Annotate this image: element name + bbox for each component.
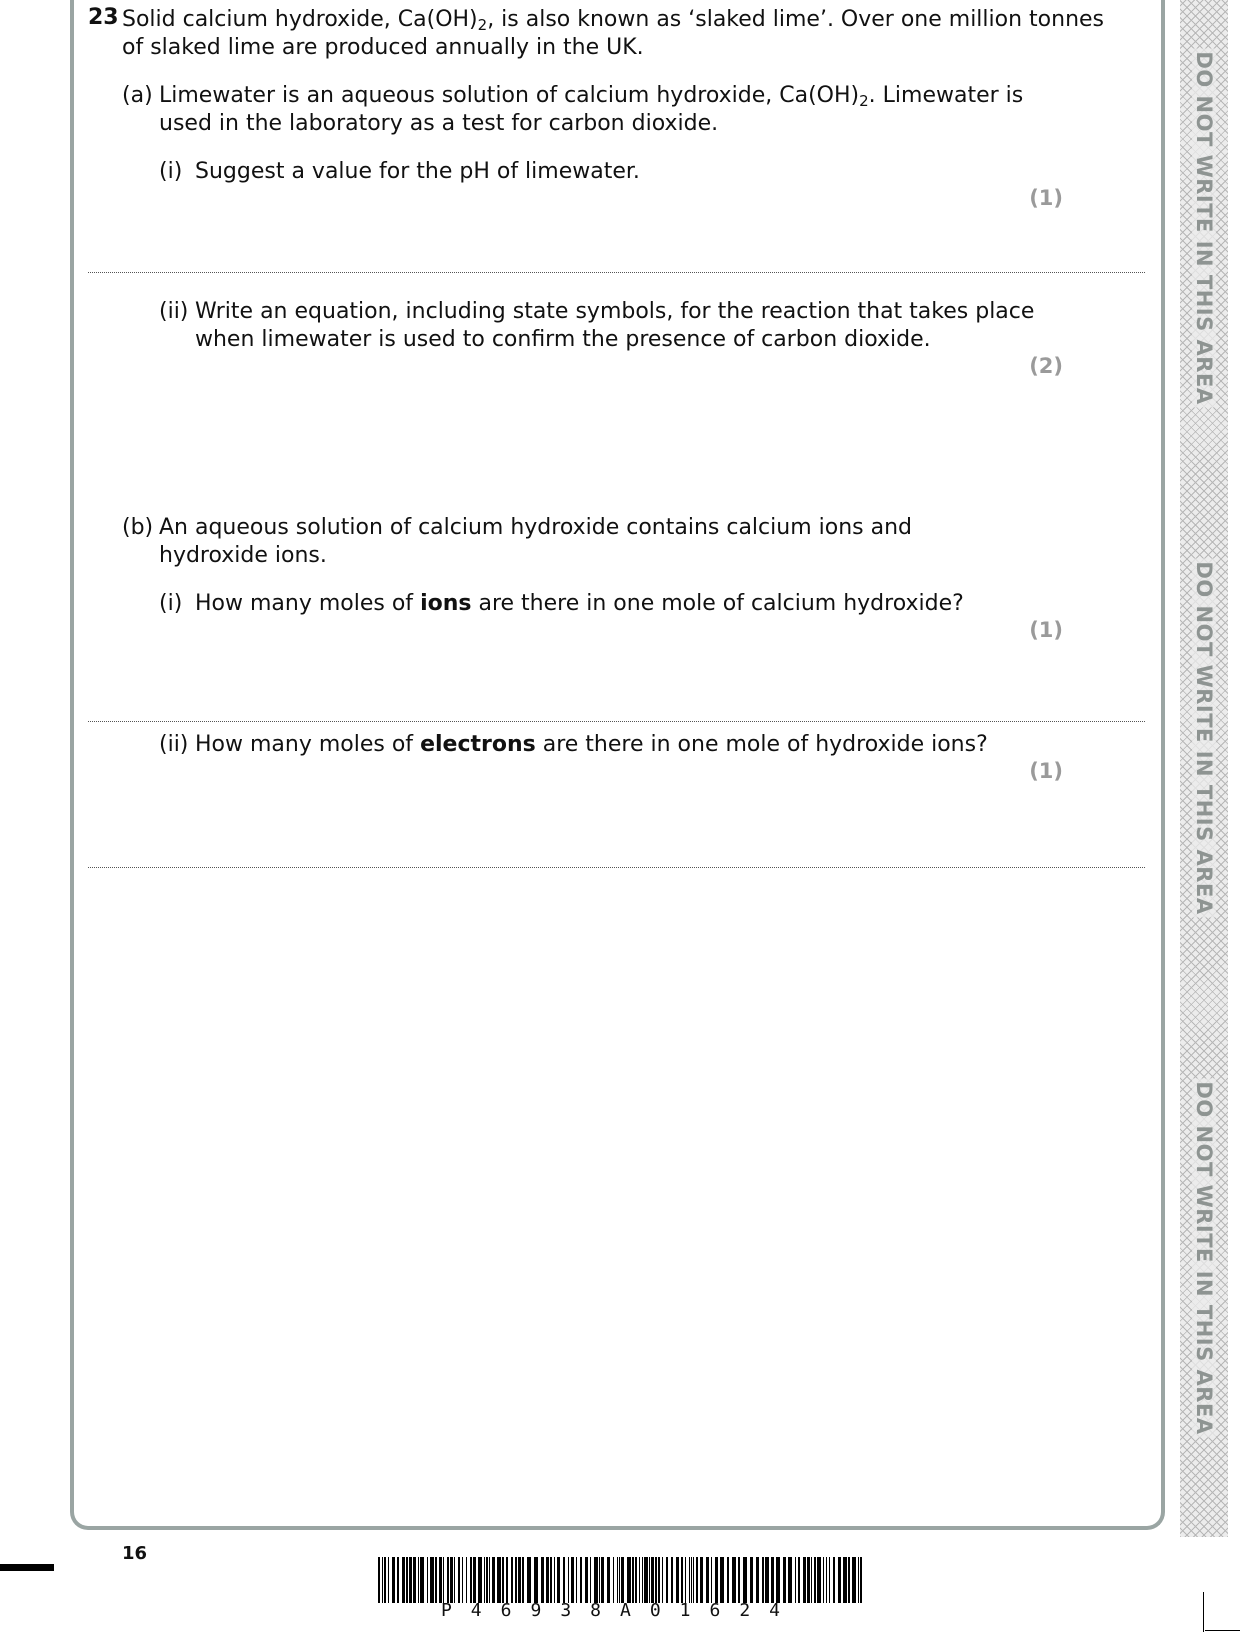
part-a-i-label: (i) [159, 159, 183, 184]
part-a-ii-line-2: when limewater is used to confirm the presence of carbon dioxide. [195, 327, 931, 352]
part-b-line-1: An aqueous solution of calcium hydroxide contains calcium ions and [159, 515, 912, 540]
barcode-text: P46938A01624 [440, 1600, 800, 1621]
registration-mark [0, 1564, 54, 1571]
page-number: 16 [122, 1543, 148, 1564]
part-a-label: (a) [122, 83, 153, 108]
part-a-ii-label: (ii) [159, 299, 189, 324]
part-b-line-2: hydroxide ions. [159, 543, 327, 568]
question-intro-line-1: Solid calcium hydroxide, $Ca(OH)_2$, is also known as ‘slaked lime’. Over one million tonnes [122, 7, 1105, 34]
part-a-ii-line-1: Write an equation, including state symbols, for the reaction that takes place [195, 299, 1035, 324]
part-b-ii-text: How many moles of electrons are there in one mole of hydroxide ions? [195, 732, 988, 757]
barcode [378, 1557, 862, 1603]
part-a-ii-marks: (2) [1029, 354, 1063, 378]
part-a-i-text: Suggest a value for the pH of limewater. [195, 159, 640, 184]
crop-mark-horizontal [1205, 1630, 1240, 1631]
question-number: 23 [88, 5, 119, 30]
part-b-ii-marks: (1) [1029, 759, 1063, 783]
part-b-i-text: How many moles of ions are there in one mole of calcium hydroxide? [195, 591, 964, 616]
part-b-label: (b) [122, 515, 154, 540]
answer-line-b-ii[interactable] [88, 867, 1145, 868]
answer-line-a-i[interactable] [88, 272, 1145, 273]
answer-line-b-i[interactable] [88, 721, 1145, 722]
part-a-line-1: Limewater is an aqueous solution of calcium hydroxide, $Ca(OH)_2$. Limewater is [159, 83, 1024, 110]
part-a-line-2: used in the laboratory as a test for carbon dioxide. [159, 111, 719, 136]
part-b-ii-label: (ii) [159, 732, 189, 757]
part-b-i-label: (i) [159, 591, 183, 616]
crop-mark-vertical [1203, 1592, 1204, 1632]
question-intro-line-2: of slaked lime are produced annually in the UK. [122, 35, 644, 60]
part-b-i-marks: (1) [1029, 618, 1063, 642]
part-a-i-marks: (1) [1029, 186, 1063, 210]
answer-border [70, 0, 1165, 1530]
